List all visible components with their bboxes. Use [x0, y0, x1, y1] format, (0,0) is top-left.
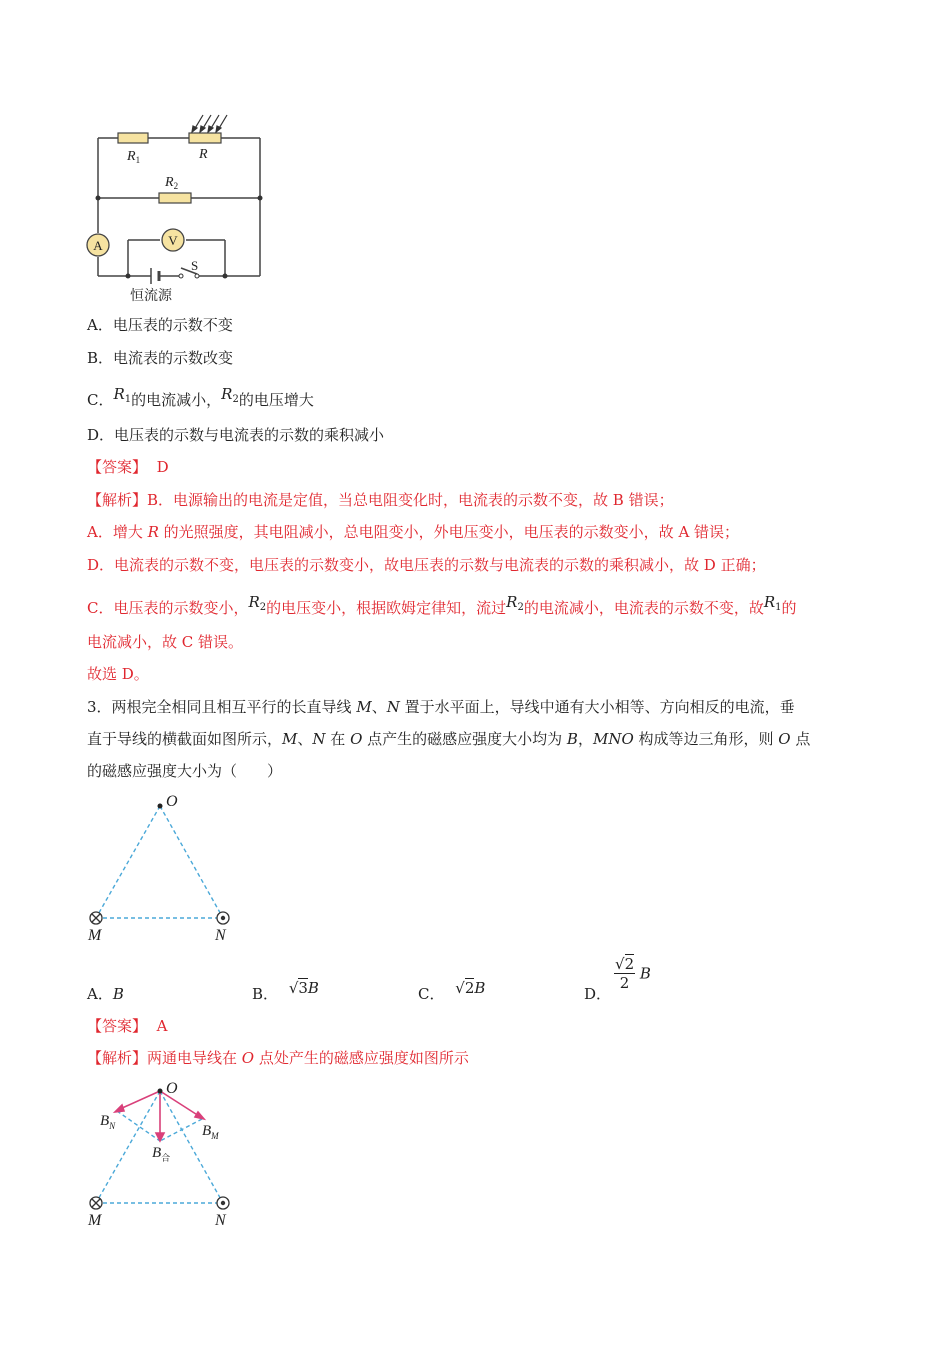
q3-line-3: 的磁感应强度大小为（ ） [87, 762, 283, 780]
r1-sub: 1 [135, 155, 141, 165]
answer-q3: 【答案】 A [87, 1017, 168, 1035]
r-label: R [199, 147, 208, 162]
q3-option-d: D． [584, 985, 612, 1003]
label-m-2: M [88, 1212, 102, 1229]
analysis-line-4: C．电压表的示数变小，$R^2$的电压变小，根据欧姆定律知，流过$R^2$的电流减小，电流表的示数不变，故$R^1$的 [87, 593, 797, 617]
analysis-line-5: 电流减小，故 C 错误。 [87, 633, 244, 651]
option-d: D．电压表的示数与电流表的示数的乘积减小 [87, 426, 385, 444]
label-m: M [88, 927, 102, 944]
source-label: 恒流源 [130, 289, 172, 304]
svg-text:R2 [164, 175, 178, 191]
voltmeter-label: V [168, 233, 178, 248]
ammeter-label: A [93, 238, 103, 253]
label-o-2: O [166, 1080, 178, 1097]
r1-label: R [127, 149, 136, 164]
option-a: A．电压表的示数不变 [87, 316, 233, 334]
label-n: N [215, 927, 226, 944]
answer-value: D [156, 458, 169, 476]
photoresistor-r [189, 133, 221, 143]
q3-option-b: B． √3B [252, 979, 319, 1003]
svg-text:B合: $B_合$ [152, 1145, 171, 1164]
svg-text:BN: $B_N$ [100, 1113, 116, 1131]
option-c: C．$R^1$的电流减小，$R^2$的电压增大 [87, 385, 314, 409]
analysis-line-6: 故选 D。 [87, 665, 149, 683]
answer-label: 【答案】 [87, 458, 148, 476]
circuit-diagram [85, 110, 275, 305]
q3-analysis-line: 【解析】两通电导线在 O 点处产生的磁感应强度如图所示 [87, 1049, 469, 1067]
resistor-r2 [159, 193, 191, 203]
option-b: B．电流表的示数改变 [87, 349, 234, 367]
r2-label: R [165, 175, 174, 190]
light-arrows-icon [192, 115, 227, 132]
analysis-line-2: A．增大 R 的光照强度，其电阻减小，总电阻变小，外电压变小，电压表的示数变小，故 A 错误； [87, 523, 740, 541]
wire-m-into-icon [90, 912, 102, 924]
r2-sub: 2 [173, 181, 179, 191]
label-n-2: N [215, 1212, 226, 1229]
q3-option-a: A．B [87, 985, 124, 1003]
switch-label: S [191, 258, 199, 273]
svg-text:R1 [126, 149, 140, 165]
q3-line-1: 3．两根完全相同且相互平行的长直导线 M、N 置于水平面上，导线中通有大小相等、方向相反的电流，垂 [87, 698, 795, 716]
q3-option-c: C． √2B [418, 979, 486, 1003]
resistor-r1 [118, 133, 148, 143]
wire-n-out-icon-2 [217, 1197, 229, 1209]
wire-m-into-icon-2 [90, 1197, 102, 1209]
q3-option-d-fraction: $\frac{√2}{2}$ B [615, 955, 651, 992]
analysis-line-3: D．电流表的示数不变，电压表的示数变小，故电压表的示数与电流表的示数的乘积减小，故 D 正确； [87, 556, 766, 574]
triangle-diagram [82, 790, 242, 950]
point-o [158, 804, 163, 809]
label-o: O [166, 793, 178, 810]
analysis-line-1: 【解析】B．电源输出的电流是定值，当总电阻变化时，电流表的示数不变，故 B 错误； [87, 491, 674, 509]
vector-diagram [82, 1075, 242, 1235]
q3-line-2: 直于导线的横截面如图所示，M、N 在 O 点产生的磁感应强度大小均为 B，MNO 构成等边三角形，则 O 点 [87, 730, 811, 748]
answer-q2 [87, 457, 169, 477]
wire-n-out-icon [217, 912, 229, 924]
svg-text:BM: $B_M$ [202, 1123, 219, 1141]
